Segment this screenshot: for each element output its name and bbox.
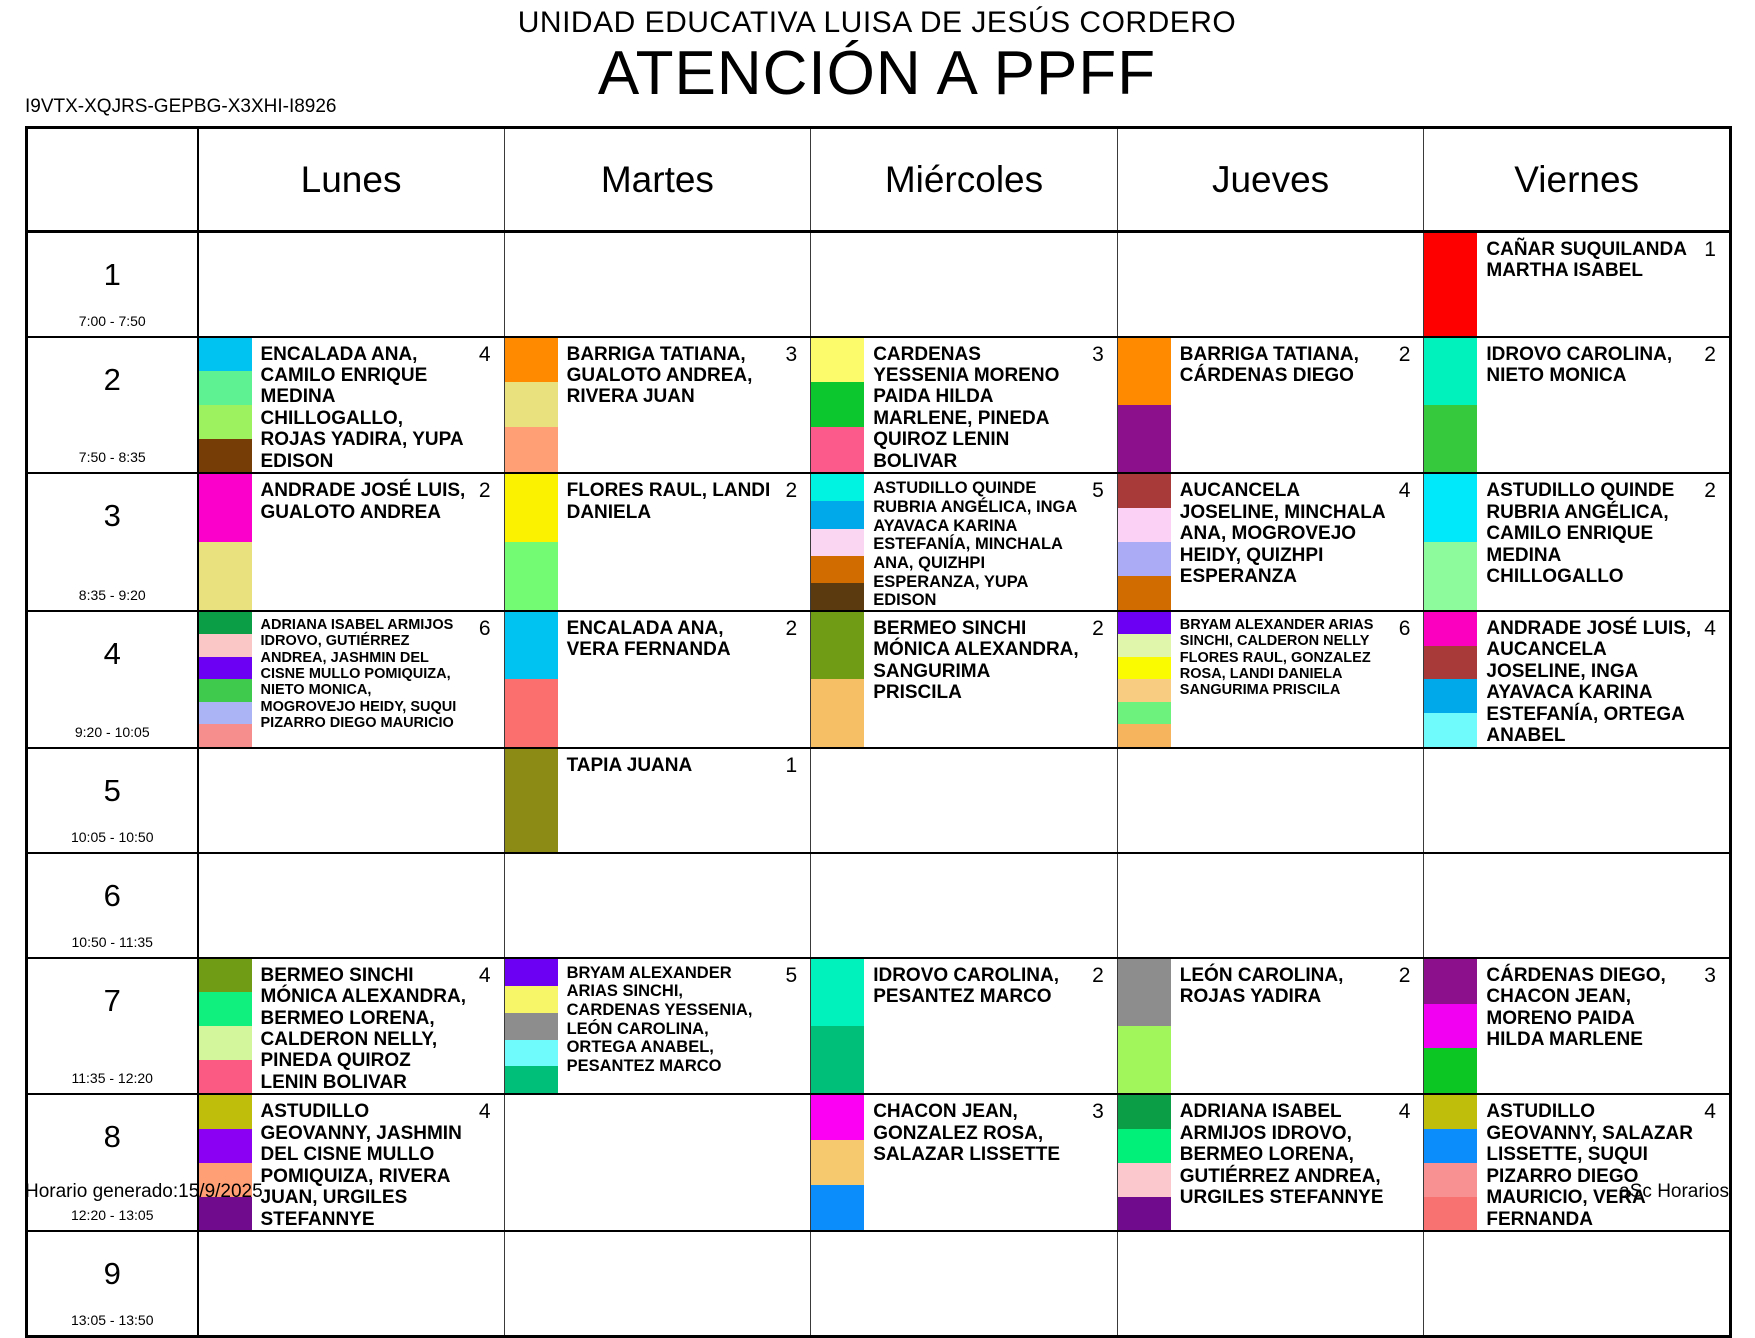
entry-count: 4 [1398,479,1411,503]
color-stripe [505,338,558,383]
teacher-names: ADRIANA ISABEL ARMIJOS IDROVO, BERMEO LORENA, GUTIÉRREZ ANDREA, URGILES STEFANNYE [1179,1101,1384,1209]
color-stripe [199,542,252,610]
entry-count: 4 [478,342,491,366]
schedule-cell [1424,611,1731,748]
schedule-cell [504,1094,811,1231]
teacher-names: ASTUDILLO GEOVANNY, JASHMIN DEL CISNE MULLO POMIQUIZA, RIVERA JUAN, URGILES STEFANNYE [260,1101,462,1230]
teacher-names: ENCALADA ANA, VERA FERNANDA [566,617,731,661]
color-stripe [199,1026,252,1060]
stripe-group [505,612,558,747]
period-time: 13:05 - 13:50 [70,1311,154,1328]
entry-count: 4 [1704,1100,1716,1124]
schedule-cell [1117,611,1424,748]
timetable-row [27,473,1731,610]
period-number: 9 [103,1256,121,1292]
schedule-cell [811,232,1118,337]
teacher-names: ENCALADA ANA, CAMILO ENRIQUE MEDINA CHILLOGALLO, ROJAS YADIRA, YUPA EDISON [260,343,463,472]
color-stripe [1118,724,1171,746]
color-stripe [505,427,558,472]
teacher-names: LEÓN CAROLINA, ROJAS YADIRA [1179,964,1344,1008]
schedule-cell [1117,473,1424,610]
schedule-cell [811,853,1118,958]
timetable-row [27,1094,1731,1231]
period-cell [27,1094,198,1231]
schedule-cell [1424,853,1731,958]
color-stripe [199,439,252,473]
schedule-cell [504,232,811,337]
schedule-cell [1424,337,1731,474]
teacher-names: BARRIGA TATIANA, GUALOTO ANDREA, RIVERA JUAN [566,343,753,408]
schedule-cell [504,958,811,1095]
color-stripe [199,724,252,746]
schedule-cell [504,473,811,610]
period-number: 8 [103,1119,121,1155]
color-stripe [811,1140,864,1185]
schedule-cell [811,748,1118,853]
page-title: ATENCIÓN A PPFF [597,39,1157,108]
stripe-group [811,959,864,1094]
stripe-group [811,338,864,473]
color-stripe [1118,679,1171,701]
day-header-martes: Martes [504,128,811,232]
timetable-body [27,232,1731,1337]
period-cell [27,337,198,474]
schedule-cell [811,958,1118,1095]
stripe-group [505,338,558,473]
period-time: 10:50 - 11:35 [71,933,153,950]
teacher-names: IDROVO CAROLINA, NIETO MONICA [1486,343,1673,386]
teacher-names: CÁRDENAS DIEGO, CHACON JEAN, MORENO PAIDA HILDA MARLENE [1486,964,1666,1051]
schedule-cell [504,611,811,748]
color-stripe [1424,646,1477,680]
schedule-cell [198,1231,505,1336]
color-stripe [811,382,864,427]
day-header-lunes: Lunes [198,128,505,232]
color-stripe [1424,1095,1477,1129]
timetable-row [27,748,1731,853]
schedule-cell [1424,1094,1731,1231]
entry-count: 2 [1704,479,1716,503]
schedule-cell [1117,232,1424,337]
entry-count: 3 [1092,342,1104,366]
period-number: 3 [103,498,121,534]
color-stripe [1424,474,1477,542]
stripe-group [1118,338,1171,473]
entry-count: 4 [1398,1100,1411,1124]
timetable-code: I9VTX-XQJRS-GEPBG-X3XHI-I8926 [25,96,337,117]
color-stripe [199,657,252,679]
schedule-cell [504,1231,811,1336]
color-stripe [199,679,252,701]
color-stripe [199,702,252,724]
color-stripe [505,986,558,1013]
color-stripe [1424,542,1477,610]
color-stripe [199,405,252,439]
color-stripe [505,474,558,542]
entry-count: 2 [785,616,798,640]
schedule-cell [1424,1231,1731,1336]
generated-date: Horario generado:15/9/2025 [25,1181,263,1202]
stripe-group [1424,474,1477,609]
teacher-names: TAPIA JUANA [566,754,693,776]
color-stripe [811,474,864,501]
period-number: 1 [103,257,121,292]
period-number: 2 [103,361,121,397]
schedule-cell [1424,748,1731,853]
stripe-group [1118,1095,1171,1230]
teacher-names: CHACON JEAN, GONZALEZ ROSA, SALAZAR LISSETTE [873,1101,1061,1166]
color-stripe [1424,338,1477,405]
teacher-names: ANDRADE JOSÉ LUIS, GUALOTO ANDREA [260,480,466,523]
color-stripe [199,612,252,634]
color-stripe [1118,702,1171,724]
color-stripe [1118,405,1171,472]
color-stripe [811,1095,864,1140]
schedule-cell [1424,473,1731,610]
day-header-viernes: Viernes [1424,128,1731,232]
period-number: 4 [103,635,121,671]
period-time: 7:50 - 8:35 [78,449,146,466]
schedule-cell [1424,232,1731,337]
color-stripe [505,612,558,679]
color-stripe [505,382,558,427]
entry-count: 6 [1398,616,1411,640]
color-stripe [1118,634,1171,656]
color-stripe [199,992,252,1026]
period-cell [27,853,198,958]
color-stripe [505,679,558,746]
color-stripe [811,612,864,679]
entry-count: 4 [478,963,491,987]
color-stripe [199,959,252,993]
schedule-cell [811,611,1118,748]
stripe-group [1424,233,1477,336]
stripe-group [505,959,558,1094]
schedule-cell [198,748,505,853]
color-stripe [1118,1095,1171,1129]
color-stripe [1118,474,1171,508]
period-time: 7:00 - 7:50 [78,312,146,329]
color-stripe [1118,508,1171,542]
schedule-cell [198,853,505,958]
schedule-cell [1117,1231,1424,1336]
brand-name: aSc Horarios [1619,1181,1729,1202]
period-cell [27,1231,198,1336]
period-number: 7 [103,982,121,1018]
entry-count: 3 [1704,963,1716,987]
entry-count: 5 [1092,479,1104,503]
schedule-cell [504,337,811,474]
stripe-group [199,474,252,609]
color-stripe [811,556,864,583]
schedule-cell [198,1094,505,1231]
entry-count: 3 [1092,1100,1104,1124]
schedule-cell [811,1094,1118,1231]
stripe-group [199,612,252,747]
color-stripe [505,1040,558,1067]
color-stripe [811,1026,864,1093]
color-stripe [1424,713,1477,747]
teacher-names: FLORES RAUL, LANDI DANIELA [566,480,771,523]
stripe-group [199,959,252,1094]
entry-count: 6 [478,616,491,640]
color-stripe [505,1066,558,1093]
time-column-header [27,128,198,232]
stripe-group [1118,474,1171,609]
color-stripe [811,529,864,556]
color-stripe [1424,405,1477,472]
entry-count: 2 [478,479,491,503]
color-stripe [1424,233,1477,336]
day-header-jueves: Jueves [1117,128,1424,232]
color-stripe [505,542,558,610]
entry-count: 2 [1398,342,1411,366]
color-stripe [1118,959,1171,1026]
timetable [25,126,1732,1338]
color-stripe [199,474,252,542]
stripe-group [199,1095,252,1230]
schedule-cell [198,473,505,610]
entry-count: 4 [1704,616,1716,640]
color-stripe [1118,612,1171,634]
color-stripe [1118,1129,1171,1163]
color-stripe [199,371,252,405]
color-stripe [1424,612,1477,646]
teacher-names: BERMEO SINCHI MÓNICA ALEXANDRA, BERMEO LORENA, CALDERON NELLY, PINEDA QUIROZ LENIN BOLIVAR [260,964,466,1093]
schedule-cell [198,611,505,748]
period-cell [27,473,198,610]
schedule-cell [198,958,505,1095]
color-stripe [199,634,252,656]
schedule-cell [504,853,811,958]
stripe-group [1118,612,1171,747]
teacher-names: BRYAM ALEXANDER ARIAS SINCHI, CARDENAS YESSENIA, LEÓN CAROLINA, ORTEGA ANABEL, PESANTEZ MARCO [566,963,753,1075]
teacher-names: BARRIGA TATIANA, CÁRDENAS DIEGO [1179,343,1359,386]
period-number: 5 [103,772,121,808]
entry-count: 2 [1092,963,1104,987]
color-stripe [505,1013,558,1040]
schedule-cell [198,337,505,474]
entry-count: 4 [478,1100,491,1124]
teacher-names: CARDENAS YESSENIA MORENO PAIDA HILDA MARLENE, PINEDA QUIROZ LENIN BOLIVAR [873,343,1060,472]
color-stripe [1118,542,1171,576]
entry-count: 3 [785,342,798,366]
stripe-group [811,612,864,747]
stripe-group [811,1095,864,1230]
school-name: UNIDAD EDUCATIVA LUISA DE JESÚS CORDERO [517,6,1237,39]
teacher-names: AUCANCELA JOSELINE, MINCHALA ANA, MOGROVEJO HEIDY, QUIZHPI ESPERANZA [1179,480,1385,588]
timetable-row [27,337,1731,474]
color-stripe [811,679,864,746]
period-cell [27,958,198,1095]
teacher-names: ANDRADE JOSÉ LUIS, AUCANCELA JOSELINE, INGA AYAVACA KARINA ESTEFANÍA, ORTEGA ANABEL [1486,617,1692,747]
period-time: 10:05 - 10:50 [70,828,154,845]
color-stripe [505,959,558,986]
schedule-cell [811,473,1118,610]
color-stripe [199,1060,252,1094]
stripe-group [1424,959,1477,1094]
timetable-row [27,958,1731,1095]
teacher-names: ADRIANA ISABEL ARMIJOS IDROVO, GUTIÉRREZ ANDREA, JASHMIN DEL CISNE MULLO POMIQUIZA, NIETO MONICA, MOGROVEJO HEIDY, SUQUI PIZARRO DIEGO MAURICIO [260,616,457,732]
entry-count: 2 [1398,963,1411,987]
schedule-cell [504,748,811,853]
color-stripe [811,959,864,1026]
color-stripe [811,427,864,472]
schedule-cell [1117,1094,1424,1231]
timetable-row [27,232,1731,337]
teacher-names: BERMEO SINCHI MÓNICA ALEXANDRA, SANGURIMA PRISCILA [873,617,1079,704]
color-stripe [1424,679,1477,713]
color-stripe [1424,1004,1477,1049]
color-stripe [199,1095,252,1129]
stripe-group [1424,338,1477,473]
color-stripe [199,1129,252,1163]
teacher-names: IDROVO CAROLINA, PESANTEZ MARCO [873,964,1059,1008]
color-stripe [505,749,558,852]
schedule-cell [1117,853,1424,958]
color-stripe [1118,338,1171,405]
period-time: 12:20 - 13:05 [70,1207,154,1224]
stripe-group [811,474,864,609]
teacher-names: ASTUDILLO QUINDE RUBRIA ANGÉLICA, INGA AYAVACA KARINA ESTEFANÍA, MINCHALA ANA, QUIZHPI ESPERANZA, YUPA EDISON [873,479,1077,610]
stripe-group [1118,959,1171,1094]
period-number: 6 [103,877,121,913]
schedule-cell [1117,958,1424,1095]
teacher-names: ASTUDILLO GEOVANNY, SALAZAR LISSETTE, SUQUI PIZARRO DIEGO MAURICIO, VERA FERNANDA [1486,1101,1693,1230]
period-cell [27,232,198,337]
stripe-group [1424,1095,1477,1230]
schedule-cell [198,232,505,337]
timetable-row [27,1231,1731,1336]
color-stripe [1118,1026,1171,1093]
color-stripe [1118,657,1171,679]
color-stripe [1424,1048,1477,1093]
entry-count: 1 [785,753,798,777]
color-stripe [1424,1129,1477,1163]
entry-count: 2 [1704,342,1716,366]
teacher-names: ASTUDILLO QUINDE RUBRIA ANGÉLICA, CAMILO ENRIQUE MEDINA CHILLOGALLO [1486,480,1675,588]
schedule-cell [1424,958,1731,1095]
period-time: 8:35 - 9:20 [78,586,146,603]
stripe-group [505,474,558,609]
color-stripe [1424,959,1477,1004]
color-stripe [1118,576,1171,610]
day-header-miercoles: Miércoles [811,128,1118,232]
stripe-group [1424,612,1477,747]
period-time: 11:35 - 12:20 [71,1070,153,1087]
period-cell [27,611,198,748]
stripe-group [199,338,252,473]
color-stripe [811,338,864,383]
schedule-cell [811,1231,1118,1336]
color-stripe [811,583,864,610]
timetable-row [27,611,1731,748]
color-stripe [199,338,252,372]
teacher-names: CAÑAR SUQUILANDA MARTHA ISABEL [1486,239,1687,282]
entry-count: 2 [1092,616,1104,640]
entry-count: 5 [785,963,798,987]
entry-count: 1 [1704,238,1716,261]
entry-count: 2 [785,479,798,503]
stripe-group [505,749,558,852]
teacher-names: BRYAM ALEXANDER ARIAS SINCHI, CALDERON NELLY FLORES RAUL, GONZALEZ ROSA, LANDI DANIELA SANGURIMA PRISCILA [1179,616,1374,699]
period-time: 9:20 - 10:05 [74,723,150,740]
color-stripe [811,501,864,528]
schedule-cell [1117,748,1424,853]
timetable-row [27,853,1731,958]
period-cell [27,748,198,853]
schedule-cell [811,337,1118,474]
schedule-cell [1117,337,1424,474]
timetable-header [27,128,1731,232]
